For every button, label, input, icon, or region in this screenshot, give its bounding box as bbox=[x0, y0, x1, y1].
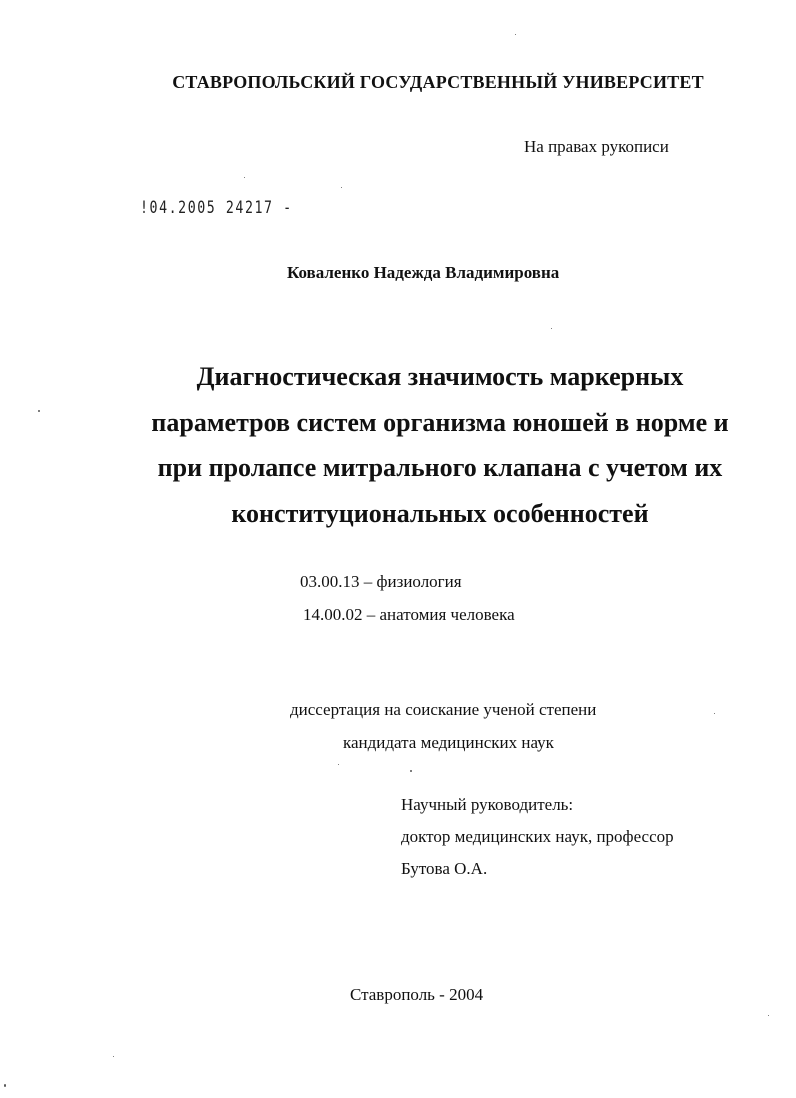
scan-speck bbox=[244, 177, 245, 178]
scan-speck bbox=[714, 713, 715, 714]
degree-name: кандидата медицинских наук bbox=[343, 733, 554, 752]
supervisor-name: Бутова О.А. bbox=[401, 859, 488, 878]
scan-speck bbox=[4, 1084, 6, 1087]
specialty-code-anatomy: 14.00.02 – анатомия человека bbox=[303, 605, 515, 624]
university-name: СТАВРОПОЛЬСКИЙ ГОСУДАРСТВЕННЫЙ УНИВЕРСИТЕТ bbox=[172, 72, 704, 92]
scan-speck bbox=[551, 328, 552, 329]
title-line: параметров систем организма юношей в норме и bbox=[151, 407, 729, 437]
scan-speck bbox=[515, 34, 516, 35]
supervisor-label: Научный руководитель: bbox=[401, 795, 574, 814]
degree-statement: диссертация на соискание ученой степени bbox=[290, 700, 597, 719]
dissertation-title bbox=[120, 354, 760, 536]
specialty-code-physiology: 03.00.13 – физиология bbox=[300, 572, 462, 591]
scan-speck bbox=[341, 187, 342, 188]
scan-speck bbox=[113, 1056, 114, 1057]
author-name: Коваленко Надежда Владимировна bbox=[287, 263, 560, 282]
scan-speck bbox=[410, 770, 412, 772]
scan-speck bbox=[338, 764, 339, 765]
city-year: Ставрополь - 2004 bbox=[350, 985, 484, 1004]
title-line: при пролапсе митрального клапана с учетом их bbox=[157, 453, 723, 482]
title-line: Диагностическая значимость маркерных bbox=[196, 362, 684, 391]
supervisor-rank: доктор медицинских наук, профессор bbox=[401, 827, 674, 846]
scan-speck bbox=[38, 410, 40, 412]
title-line: конституциональных особенностей bbox=[231, 498, 649, 528]
manuscript-rights-note: На правах рукописи bbox=[524, 137, 669, 156]
scan-speck bbox=[768, 1015, 769, 1016]
registration-stamp-number: !04.2005 24217 - bbox=[140, 198, 293, 218]
